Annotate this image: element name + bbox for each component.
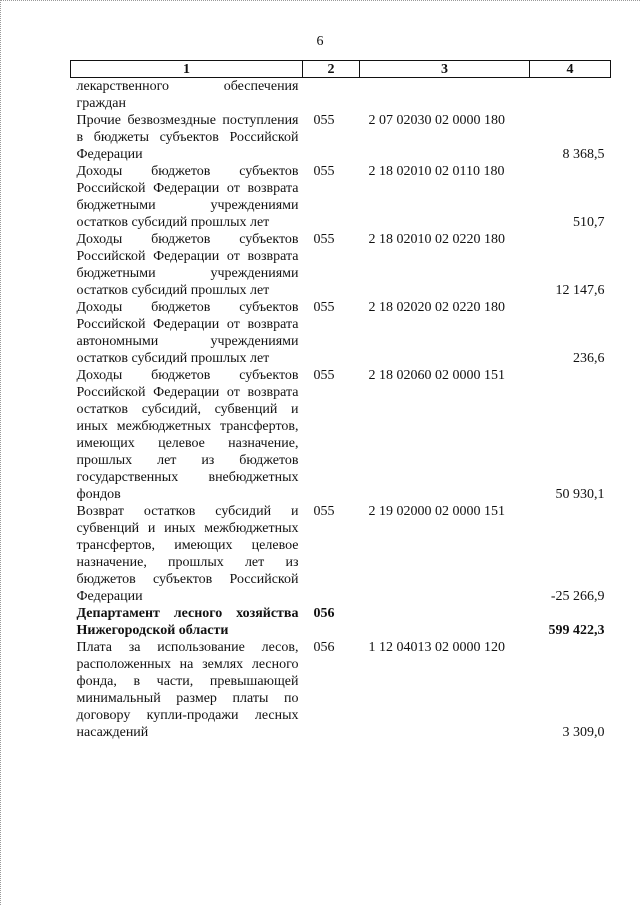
column-header-kbk: 3: [360, 61, 530, 78]
row-amount-cell: 236,6: [573, 351, 605, 366]
row-code-cell: 055: [313, 368, 335, 383]
page-number: 6: [316, 34, 324, 49]
budget-revenue-table: [70, 60, 611, 741]
row-code-cell: [303, 78, 360, 113]
table-body: [71, 78, 611, 742]
scan-edge-left: [0, 0, 3, 905]
row-amount-cell: -25 266,9: [550, 589, 605, 604]
row-code-cell: 055: [313, 232, 335, 247]
row-name-cell: Доходы бюджетов субъектов Российской Федерации от возврата бюджетными учреждениями остатков субсидий прошлых лет: [76, 232, 299, 298]
row-code-cell: 055: [313, 504, 335, 519]
table-row: [71, 367, 611, 503]
row-amount-cell: 8 368,5: [562, 147, 605, 162]
row-code-cell: 055: [313, 113, 335, 128]
table-row: [71, 78, 611, 113]
row-name-cell: лекарственного обеспечения граждан: [76, 79, 299, 111]
header-row: [71, 61, 611, 78]
row-kbk-cell: 2 19 02000 02 0000 151: [368, 504, 505, 519]
column-header-amount: 4: [530, 61, 611, 78]
row-amount-cell: 3 309,0: [562, 725, 605, 740]
scan-edge-top: [0, 0, 640, 3]
row-code-cell: 055: [313, 300, 335, 315]
table-row: [71, 299, 611, 367]
row-kbk-cell: 2 18 02060 02 0000 151: [368, 368, 505, 383]
row-amount-cell: 12 147,6: [555, 283, 605, 298]
row-name-cell: Департамент лесного хозяйства Нижегородской области: [76, 606, 299, 638]
table-header: [71, 61, 611, 78]
column-header-code: 2: [303, 61, 360, 78]
row-amount-cell: 599 422,3: [548, 623, 605, 638]
column-header-name: 1: [71, 61, 303, 78]
table-row: [71, 231, 611, 299]
row-name-cell: Доходы бюджетов субъектов Российской Федерации от возврата автономными учреждениями остатков субсидий прошлых лет: [76, 300, 299, 366]
row-kbk-cell: [360, 605, 530, 639]
table-row: [71, 112, 611, 163]
table-row: [71, 503, 611, 605]
row-kbk-cell: 2 18 02010 02 0220 180: [368, 232, 505, 247]
row-amount-cell: [530, 78, 611, 113]
row-name-cell: Прочие безвозмездные поступления в бюджеты субъектов Российской Федерации: [76, 113, 299, 162]
row-kbk-cell: [360, 78, 530, 113]
row-kbk-cell: 2 07 02030 02 0000 180: [368, 113, 505, 128]
row-code-cell: 055: [313, 164, 335, 179]
row-amount-cell: 50 930,1: [555, 487, 605, 502]
row-name-cell: Возврат остатков субсидий и субвенций и иных межбюджетных трансфертов, имеющих целевое назначение, прошлых лет из бюджетов субъектов Российской Федерации: [76, 504, 299, 604]
table-row: [71, 605, 611, 639]
row-name-cell: Доходы бюджетов субъектов Российской Федерации от возврата бюджетными учреждениями остатков субсидий прошлых лет: [76, 164, 299, 230]
row-kbk-cell: 2 18 02010 02 0110 180: [368, 164, 505, 179]
table-row: [71, 163, 611, 231]
row-code-cell: 056: [313, 640, 335, 655]
row-amount-cell: 510,7: [573, 215, 605, 230]
row-name-cell: Доходы бюджетов субъектов Российской Федерации от возврата остатков субсидий, субвенций и иных межбюджетных трансфертов, имеющих целевое назначение, прошлых лет из бюджетов государственных внебюджетных фондов: [76, 368, 299, 502]
row-name-cell: Плата за использование лесов, расположенных на землях лесного фонда, в части, превышающей минимальный размер платы по договору купли-продажи лесных насаждений: [76, 640, 299, 740]
table-row: [71, 639, 611, 741]
row-code-cell: 056: [313, 606, 335, 621]
row-kbk-cell: 1 12 04013 02 0000 120: [368, 640, 505, 655]
row-kbk-cell: 2 18 02020 02 0220 180: [368, 300, 505, 315]
